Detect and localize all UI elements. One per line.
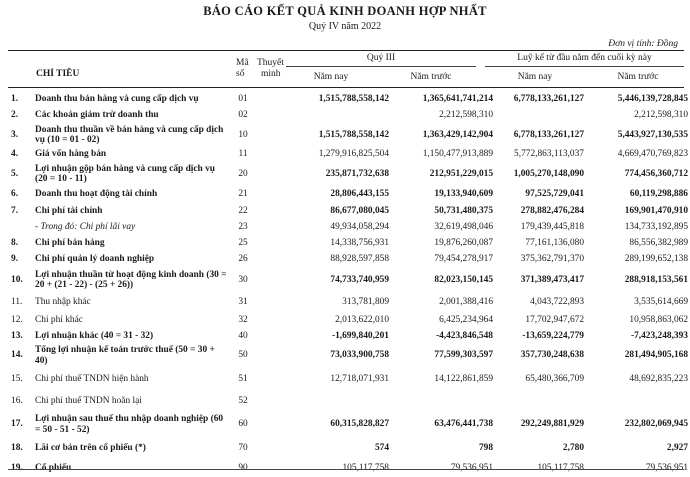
cell-quarter-this-year: 105,117,758: [342, 462, 389, 473]
cell-ytd-this-year: 97,525,729,041: [525, 189, 584, 200]
row-label: Tổng lợi nhuận kế toán trước thuế (50 = 30 + 40): [35, 345, 215, 366]
cell-ytd-this-year: 6,778,133,261,127: [513, 129, 584, 140]
cell-ytd-this-year: 371,389,473,417: [520, 274, 584, 285]
report-title: BÁO CÁO KẾT QUẢ KINH DOANH HỢP NHẤT: [203, 4, 487, 18]
header-this-year: Năm nay: [313, 72, 349, 82]
cell-ytd-last-year: -7,423,248,393: [630, 331, 688, 342]
cell-ytd-this-year: 77,161,136,080: [525, 237, 584, 248]
cell-ytd-this-year: 4,043,722,893: [530, 297, 584, 308]
table-row: [0, 203, 688, 219]
row-note: [258, 411, 288, 438]
cell-ytd-last-year: 60,119,298,886: [629, 189, 688, 200]
row-label: Các khoản giảm trừ doanh thu: [35, 109, 159, 120]
cell-ytd-last-year: 10,958,863,062: [629, 314, 688, 325]
cell-ytd-last-year: [584, 392, 688, 411]
cell-quarter-last-year: 77,599,303,597: [434, 350, 493, 361]
group-subrule-quarter: [286, 66, 476, 67]
row-note: [258, 293, 288, 312]
table-row: [0, 235, 688, 251]
row-number: 5.: [11, 168, 19, 179]
row-label: Chi phí tài chính: [35, 205, 103, 216]
table-row: [0, 293, 688, 312]
row-note: [258, 91, 288, 107]
header-last-year-ytd: Năm trước: [617, 72, 659, 82]
cell-quarter-this-year: [288, 392, 389, 411]
row-number: 1.: [11, 93, 19, 104]
cell-quarter-this-year: 60,315,828,827: [330, 419, 389, 430]
row-note: [258, 459, 288, 477]
row-code: 20: [238, 168, 248, 179]
table-row: [0, 312, 688, 328]
row-code: 26: [238, 253, 248, 264]
group-subrule-ytd: [485, 66, 684, 67]
cell-ytd-last-year: 2,927: [666, 443, 688, 454]
cell-ytd-last-year: 2,212,598,310: [634, 109, 688, 120]
row-number: 13.: [11, 331, 23, 342]
cell-quarter-last-year: 14,122,861,859: [434, 373, 493, 384]
table-row: [0, 411, 688, 438]
cell-quarter-last-year: 82,023,150,145: [434, 274, 493, 285]
row-note: [258, 392, 288, 411]
cell-ytd-this-year: 2,780: [562, 443, 584, 454]
cell-quarter-this-year: 1,515,788,558,142: [318, 93, 389, 104]
row-note: [258, 438, 288, 459]
row-code: 10: [238, 129, 248, 140]
row-number: 9.: [11, 253, 19, 264]
row-number: 7.: [11, 205, 19, 216]
cell-quarter-last-year: -4,423,846,548: [435, 331, 493, 342]
cell-quarter-this-year: 2,013,622,010: [335, 314, 389, 325]
header-bottom-rule: [8, 87, 684, 88]
table-row: [0, 251, 688, 267]
cell-quarter-this-year: 1,515,788,558,142: [318, 129, 389, 140]
row-number: 8.: [11, 237, 19, 248]
cell-quarter-last-year: 6,425,234,964: [439, 314, 493, 325]
row-note: [258, 219, 288, 235]
cell-quarter-last-year: 1,150,477,913,889: [422, 149, 493, 160]
table-row: [0, 219, 688, 235]
row-number: 18.: [11, 443, 23, 454]
header-code-line1: Mã: [236, 58, 249, 68]
row-label: Chi phí thuế TNDN hoãn lại: [35, 396, 142, 407]
table-row: [0, 107, 688, 123]
row-note: [258, 147, 288, 162]
row-note: [258, 251, 288, 267]
row-number: 16.: [11, 396, 23, 407]
cell-quarter-this-year: -1,699,840,201: [331, 331, 389, 342]
row-note: [258, 203, 288, 219]
row-code: 50: [238, 350, 248, 361]
row-number: 2.: [11, 109, 19, 120]
row-code: 90: [238, 462, 248, 473]
row-note: [258, 267, 288, 293]
cell-ytd-last-year: 3,535,614,669: [634, 297, 688, 308]
row-code: 30: [238, 274, 248, 285]
header-last-year: Năm trước: [410, 72, 452, 82]
table-row: [0, 366, 688, 392]
cell-quarter-last-year: 19,133,940,609: [434, 189, 493, 200]
row-code: 23: [238, 221, 248, 232]
cell-ytd-last-year: 134,733,192,895: [624, 221, 688, 232]
cell-ytd-this-year: 105,117,758: [537, 462, 584, 473]
cell-ytd-this-year: 278,882,476,284: [520, 205, 584, 216]
row-label: Chi phí bán hàng: [35, 237, 105, 248]
row-code: 60: [238, 419, 248, 430]
row-number: 12.: [11, 314, 23, 325]
cell-quarter-last-year: 2,212,598,310: [439, 109, 493, 120]
row-number: 15.: [11, 373, 23, 384]
row-label: Doanh thu bán hàng và cung cấp dịch vụ: [35, 93, 199, 104]
header-note-line2: minh: [261, 69, 281, 79]
row-code: 22: [238, 205, 248, 216]
cell-ytd-this-year: -13,659,224,779: [522, 331, 584, 342]
report-period: Quý IV năm 2022: [308, 21, 382, 32]
cell-quarter-last-year: 79,454,278,917: [434, 253, 493, 264]
table-row: [0, 186, 688, 203]
row-label: Lợi nhuận sau thuế thu nhập doanh nghiệp (60 = 50 - 51 - 52): [35, 414, 224, 435]
row-number: 10.: [11, 274, 23, 285]
row-label: - Trong đó: Chi phí lãi vay: [35, 221, 136, 232]
cell-ytd-last-year: 289,199,652,138: [624, 253, 688, 264]
table-row: [0, 345, 688, 366]
cell-ytd-this-year: 375,362,791,370: [520, 253, 584, 264]
row-number: 14.: [11, 350, 23, 361]
header-quarter-group: Quý III: [366, 53, 396, 63]
cell-quarter-this-year: 574: [374, 443, 389, 454]
cell-quarter-last-year: 1,365,641,741,214: [422, 93, 493, 104]
table-bottom-rule: [8, 469, 684, 470]
cell-ytd-last-year: 5,446,139,728,845: [617, 93, 688, 104]
cell-quarter-this-year: [288, 107, 389, 123]
row-label: Lợi nhuận khác (40 = 31 - 32): [35, 331, 154, 342]
row-label: Chi phí thuế TNDN hiện hành: [35, 373, 149, 384]
row-label: Lợi nhuận thuần từ hoạt động kinh doanh (30 = 20 + (21 - 22) - (25 + 26)): [35, 269, 227, 290]
cell-quarter-last-year: 19,876,260,087: [434, 237, 493, 248]
cell-quarter-this-year: 86,677,080,045: [330, 205, 389, 216]
row-note: [258, 345, 288, 366]
cell-ytd-this-year: 17,702,947,672: [525, 314, 584, 325]
row-label: Cổ phiếu: [35, 462, 72, 473]
cell-ytd-this-year: 292,249,881,929: [520, 419, 584, 430]
cell-ytd-last-year: 86,556,382,989: [629, 237, 688, 248]
table-row: [0, 147, 688, 162]
row-code: 02: [238, 109, 248, 120]
row-code: 11: [238, 149, 248, 160]
row-label: Lợi nhuận gộp bán hàng và cung cấp dịch vụ (20 = 10 - 11): [35, 163, 216, 184]
row-number: 3.: [11, 129, 19, 140]
cell-ytd-this-year: 1,005,270,148,090: [513, 168, 584, 179]
cell-ytd-last-year: 4,669,470,769,823: [617, 149, 688, 160]
row-code: 40: [238, 331, 248, 342]
cell-quarter-last-year: 1,363,429,142,904: [422, 129, 493, 140]
cell-quarter-last-year: 212,951,229,015: [429, 168, 493, 179]
cell-quarter-last-year: 50,731,480,375: [434, 205, 493, 216]
row-note: [258, 162, 288, 186]
cell-ytd-this-year: [493, 107, 584, 123]
cell-ytd-last-year: 48,692,835,223: [629, 373, 688, 384]
row-number: 11.: [11, 297, 23, 308]
cell-quarter-this-year: 235,871,732,638: [325, 168, 389, 179]
row-code: 21: [238, 189, 248, 200]
currency-unit: Đơn vị tính: Đồng: [608, 39, 678, 49]
row-number: 6.: [11, 189, 19, 200]
cell-ytd-last-year: 774,456,360,712: [624, 168, 688, 179]
table-row: [0, 392, 688, 411]
table-row: [0, 91, 688, 107]
cell-ytd-this-year: 357,730,248,638: [520, 350, 584, 361]
row-number: 17.: [11, 419, 23, 430]
cell-ytd-last-year: 5,443,927,130,535: [617, 129, 688, 140]
row-note: [258, 235, 288, 251]
cell-ytd-last-year: 288,918,153,561: [624, 274, 688, 285]
table-row: [0, 267, 688, 293]
cell-ytd-this-year: 6,778,133,261,127: [513, 93, 584, 104]
cell-quarter-last-year: [389, 392, 493, 411]
row-code: 31: [238, 297, 248, 308]
cell-ytd-this-year: 5,772,863,113,037: [514, 149, 584, 160]
table-row: [0, 123, 688, 147]
cell-quarter-this-year: 12,718,071,931: [330, 373, 389, 384]
row-code: 25: [238, 237, 248, 248]
cell-ytd-this-year: [493, 392, 584, 411]
row-label: Giá vốn hàng bán: [35, 149, 107, 160]
income-statement-table: [0, 91, 688, 477]
cell-quarter-this-year: 73,033,900,758: [330, 350, 389, 361]
row-code: 01: [238, 93, 248, 104]
row-number: 19.: [11, 462, 23, 473]
cell-ytd-last-year: 281,494,905,168: [624, 350, 688, 361]
cell-quarter-this-year: 49,934,058,294: [330, 221, 389, 232]
cell-ytd-this-year: 179,439,445,818: [520, 221, 584, 232]
cell-ytd-last-year: 79,536,951: [645, 462, 688, 473]
cell-ytd-this-year: 65,480,366,709: [525, 373, 584, 384]
table-row: [0, 438, 688, 459]
row-note: [258, 312, 288, 328]
row-code: 70: [238, 443, 248, 454]
cell-quarter-this-year: 14,338,756,931: [330, 237, 389, 248]
cell-quarter-this-year: 28,806,443,155: [330, 189, 389, 200]
cell-quarter-this-year: 1,279,916,825,504: [318, 149, 389, 160]
row-note: [258, 107, 288, 123]
row-label: Chi phí quản lý doanh nghiệp: [35, 253, 155, 264]
row-number: 4.: [11, 149, 19, 160]
cell-quarter-last-year: 32,619,498,046: [434, 221, 493, 232]
cell-quarter-last-year: 798: [478, 443, 493, 454]
header-note-line1: Thuyết: [257, 58, 284, 68]
row-code: 32: [238, 314, 248, 325]
row-note: [258, 186, 288, 203]
cell-ytd-last-year: 232,802,069,945: [624, 419, 688, 430]
row-label: Doanh thu thuần về bán hàng và cung cấp dịch vụ (10 = 01 - 02): [35, 124, 224, 145]
header-ytd-group: Luỹ kế từ đầu năm đến cuối kỳ này: [517, 53, 652, 63]
cell-quarter-this-year: 313,781,809: [342, 297, 389, 308]
row-number: [0, 219, 35, 235]
row-label: Lãi cơ bản trên cổ phiếu (*): [35, 443, 146, 454]
header-top-rule: [8, 50, 684, 51]
cell-ytd-last-year: 169,901,470,910: [624, 205, 688, 216]
row-code: 52: [238, 396, 248, 407]
table-row: [0, 328, 688, 345]
row-label: Doanh thu hoạt động tài chính: [35, 189, 158, 200]
table-row: [0, 162, 688, 186]
row-label: Chi phí khác: [35, 314, 83, 325]
cell-quarter-last-year: 63,476,441,738: [434, 419, 493, 430]
header-code-line2: số: [236, 69, 245, 79]
header-indicator: CHỈ TIÊU: [36, 69, 80, 79]
cell-quarter-this-year: 88,928,597,858: [330, 253, 389, 264]
cell-quarter-last-year: 2,001,388,416: [439, 297, 493, 308]
cell-quarter-last-year: 79,536,951: [450, 462, 493, 473]
table-row: [0, 459, 688, 477]
cell-quarter-this-year: 74,733,740,959: [330, 274, 389, 285]
row-note: [258, 123, 288, 147]
row-code: 51: [238, 373, 248, 384]
header-this-year-ytd: Năm nay: [517, 72, 553, 82]
row-note: [258, 328, 288, 345]
row-label: Thu nhập khác: [35, 297, 91, 308]
row-note: [258, 366, 288, 392]
